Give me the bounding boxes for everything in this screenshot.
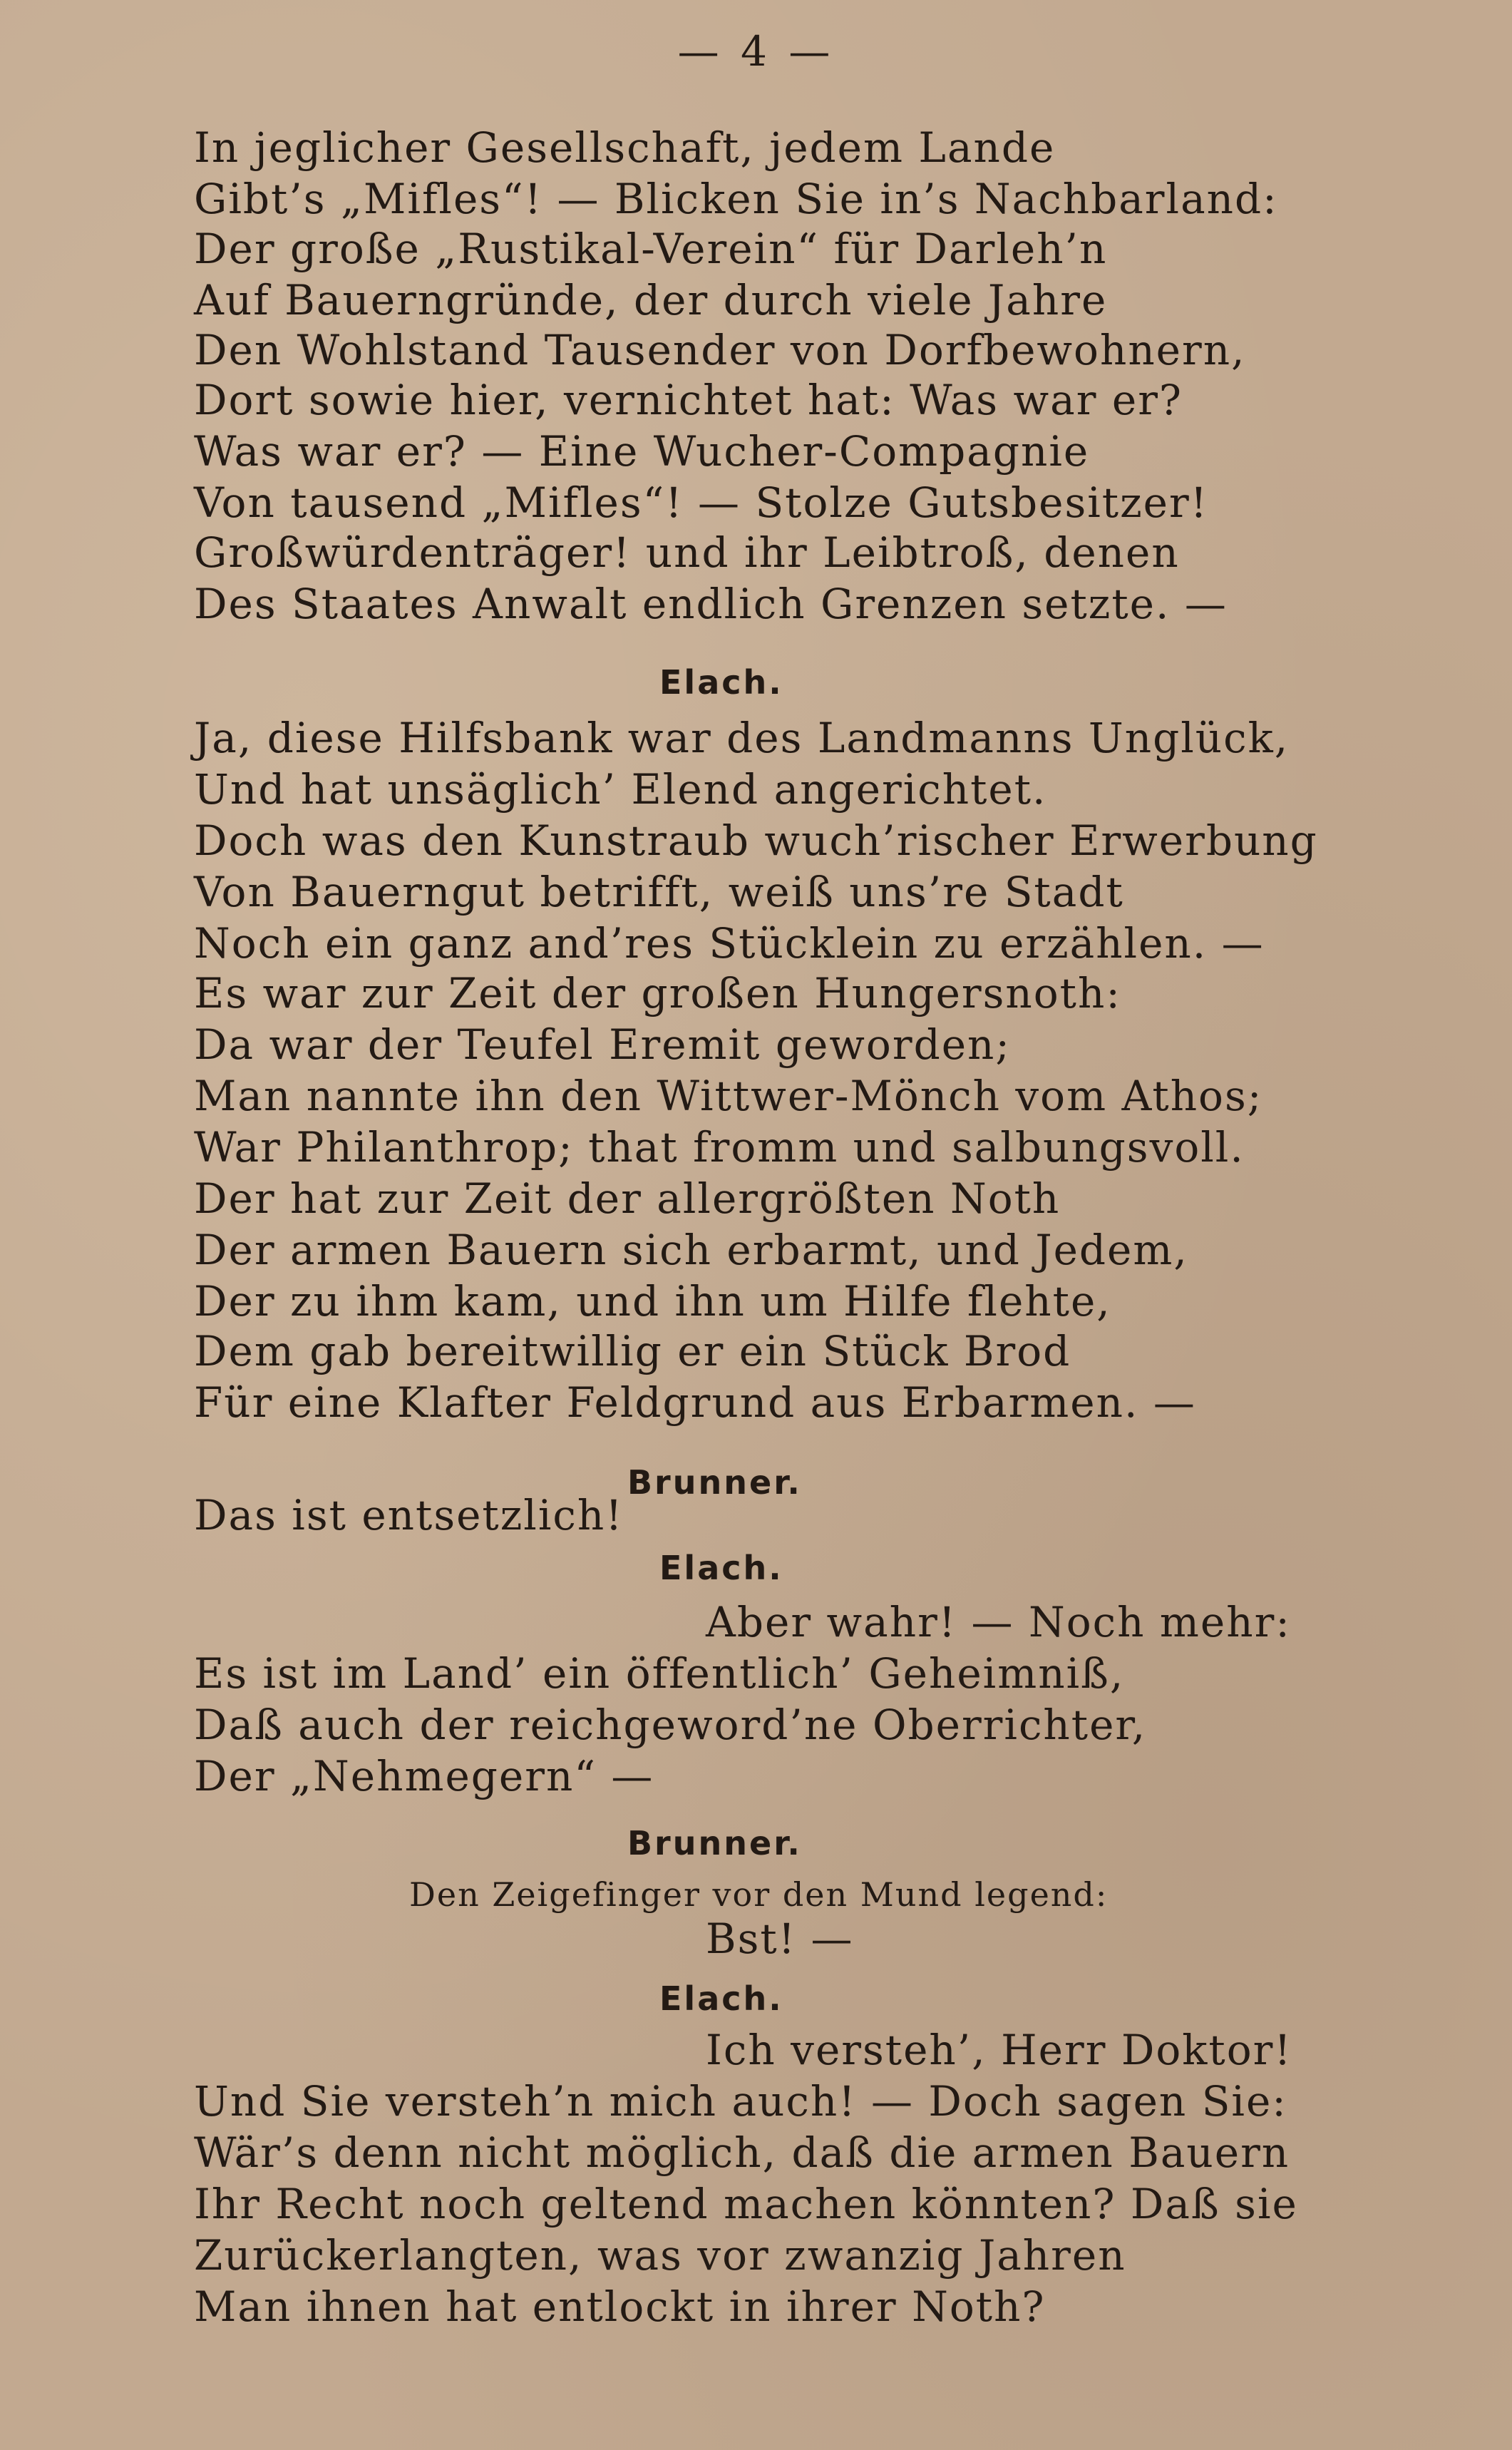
verse-line: Und hat unsäglich’ Elend angerichtet. bbox=[194, 765, 1047, 814]
verse-line: Was war er? — Eine Wucher-Compagnie bbox=[194, 427, 1090, 476]
verse-line: Es war zur Zeit der großen Hungersnoth: bbox=[194, 969, 1121, 1018]
verse-line: Man ihnen hat entlockt in ihrer Noth? bbox=[194, 2282, 1046, 2331]
verse-line: Dem gab bereitwillig er ein Stück Brod bbox=[194, 1327, 1071, 1375]
speaker-name: Elach. bbox=[659, 663, 783, 702]
verse-line: Man nannte ihn den Wittwer-Mönch vom Athos; bbox=[194, 1072, 1263, 1120]
verse-line: Von Bauerngut betrifft, weiß uns’re Stadt bbox=[194, 868, 1124, 916]
speaker-name: Brunner. bbox=[627, 1463, 802, 1502]
verse-line: Ja, diese Hilfsbank war des Landmanns Unglück, bbox=[194, 714, 1290, 762]
stage-direction: Den Zeigefinger vor den Mund legend: bbox=[409, 1875, 1109, 1914]
verse-line: War Philanthrop; that fromm und salbungsvoll. bbox=[194, 1123, 1245, 1172]
verse-line: Das ist entsetzlich! bbox=[194, 1491, 624, 1539]
verse-line: Den Wohlstand Tausender von Dorfbewohnern, bbox=[194, 326, 1246, 374]
verse-line-indented: Aber wahr! — Noch mehr: bbox=[706, 1598, 1291, 1646]
speaker-name: Brunner. bbox=[627, 1824, 802, 1862]
verse-line: Auf Bauerngründe, der durch viele Jahre bbox=[194, 276, 1108, 324]
verse-line: Doch was den Kunstraub wuch’rischer Erwerbung bbox=[194, 816, 1318, 865]
verse-line: Von tausend „Mifles“! — Stolze Gutsbesitzer! bbox=[194, 478, 1209, 527]
page-number: — 4 — bbox=[677, 27, 835, 76]
verse-line: Der große „Rustikal-Verein“ für Darleh’n bbox=[194, 225, 1108, 273]
verse-line: Wär’s denn nicht möglich, daß die armen Bauern bbox=[194, 2128, 1290, 2177]
verse-line: Der hat zur Zeit der allergrößten Noth bbox=[194, 1174, 1061, 1223]
verse-line: Der zu ihm kam, und ihn um Hilfe flehte, bbox=[194, 1277, 1111, 1326]
verse-line: Gibt’s „Mifles“! — Blicken Sie in’s Nachbarland: bbox=[194, 175, 1278, 223]
verse-line: Des Staates Anwalt endlich Grenzen setzte. — bbox=[194, 580, 1228, 628]
verse-line: Der „Nehmegern“ — bbox=[194, 1752, 654, 1800]
verse-line: Großwürdenträger! und ihr Leibtroß, denen bbox=[194, 528, 1180, 577]
verse-line: Für eine Klafter Feldgrund aus Erbarmen. — bbox=[194, 1378, 1196, 1427]
verse-line: Da war der Teufel Eremit geworden; bbox=[194, 1020, 1011, 1069]
speaker-name: Elach. bbox=[659, 1979, 783, 2018]
verse-line: Ihr Recht noch geltend machen könnten? Daß sie bbox=[194, 2180, 1298, 2228]
verse-line-indented: Ich versteh’, Herr Doktor! bbox=[706, 2026, 1292, 2074]
speaker-name: Elach. bbox=[659, 1549, 783, 1587]
verse-line: Und Sie versteh’n mich auch! — Doch sagen Sie: bbox=[194, 2077, 1287, 2126]
verse-line-indented: Bst! — bbox=[706, 1915, 854, 1963]
verse-line: In jeglicher Gesellschaft, jedem Lande bbox=[194, 123, 1056, 172]
verse-line: Zurückerlangten, was vor zwanzig Jahren bbox=[194, 2231, 1126, 2280]
verse-line: Es ist im Land’ ein öffentlich’ Geheimniß, bbox=[194, 1649, 1125, 1698]
verse-line: Daß auch der reichgeword’ne Oberrichter, bbox=[194, 1701, 1147, 1749]
verse-line: Der armen Bauern sich erbarmt, und Jedem, bbox=[194, 1226, 1188, 1274]
verse-line: Dort sowie hier, vernichtet hat: Was war er? bbox=[194, 376, 1183, 424]
verse-line: Noch ein ganz and’res Stücklein zu erzählen. — bbox=[194, 919, 1265, 968]
